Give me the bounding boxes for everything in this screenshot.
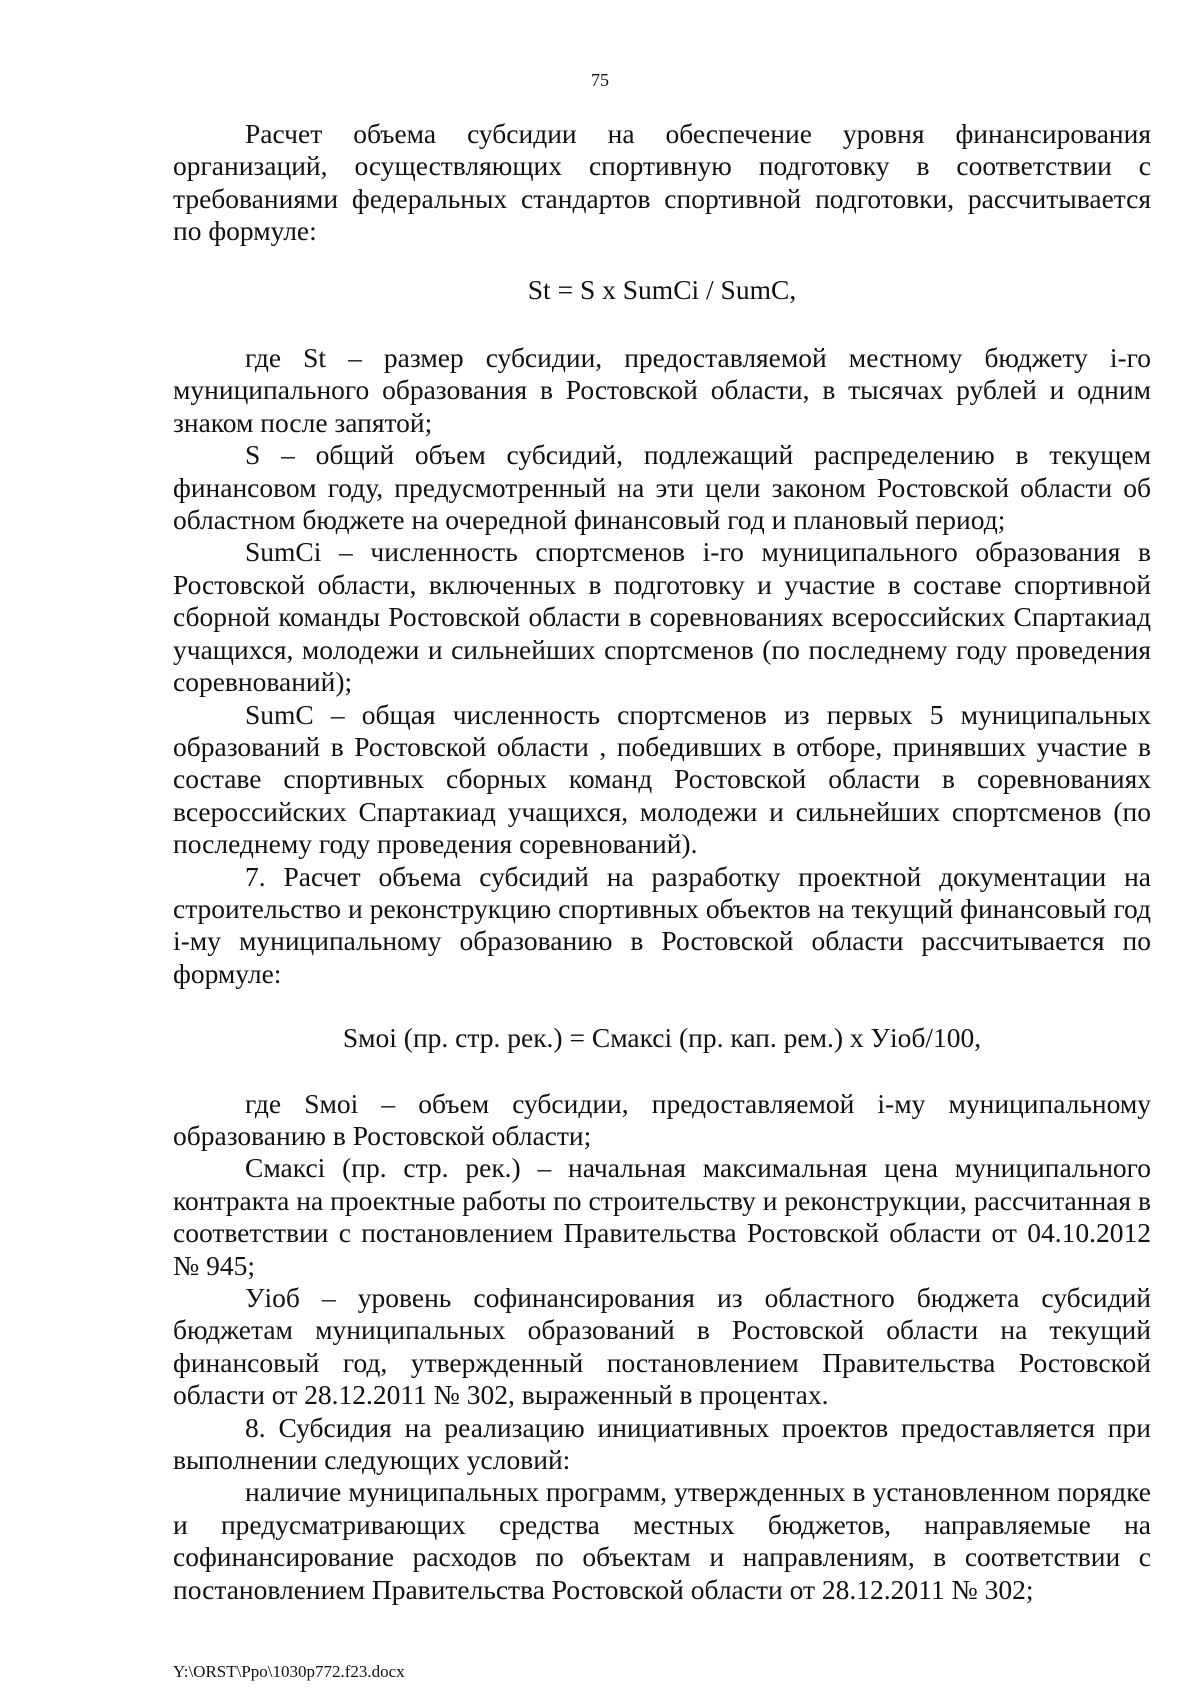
footer-file-path: Y:\ORST\Ppo\1030p772.f23.docx: [173, 1662, 405, 1681]
paragraph-item-8: 8. Субсидия на реализацию инициативных проектов предоставляется при выполнении следующих условий:: [173, 1411, 1151, 1476]
paragraph-s-definition: S – общий объем субсидий, подлежащий распределению в текущем финансовом году, предусмотренный на эти цели законом Ростовской области об областном бюджете на очередной финансовый год и плановый период;: [173, 439, 1151, 536]
paragraph-condition-programs: наличие муниципальных программ, утвержденных в установленном порядке и предусматривающих средства местных бюджетов, направляемые на софинансирование расходов по объектам и направлениям, в соответствии с постановлением Правительства Ростовской области от 28.12.2011 № 302;: [173, 1476, 1151, 1605]
page-number: 75: [591, 70, 609, 90]
formula-st: St = S x SumCi / SumC,: [527, 273, 797, 305]
paragraph-smoi-definition: где Sмоi – объем субсидии, предоставляемой i-му муниципальному образованию в Ростовской области;: [173, 1087, 1151, 1151]
paragraph-sumc-definition: SumC – общая численность спортсменов из первых 5 муниципальных образований в Ростовской области , победивших в отборе, принявших участие в составе спортивных сборных команд Ростовской области в соревнованиях всероссийских Спартакиад учащихся, молодежи и сильнейших спортсменов (по последнему году проведения соревнований).: [173, 698, 1151, 860]
paragraph-subsidy-calculation: Расчет объема субсидии на обеспечение уровня финансирования организаций, осуществляющих спортивную подготовку в соответствии с требованиями федеральных стандартов спортивной подготовки, рассчитывается по формуле:: [173, 118, 1151, 247]
paragraph-st-definition: где St – размер субсидии, предоставляемой местному бюджету i-го муниципального образования в Ростовской области, в тысячах рублей и одним знаком после запятой;: [173, 342, 1151, 438]
paragraph-uiob-definition: Уiоб – уровень софинансирования из областного бюджета субсидий бюджетам муниципальных образований в Ростовской области на текущий финансовый год, утвержденный постановлением Правительства Ростовской области от 28.12.2011 № 302, выраженный в процентах.: [173, 1282, 1151, 1411]
paragraph-cmaksi-definition: Смаксi (пр. стр. рек.) – начальная максимальная цена муниципального контракта на проектные работы по строительству и реконструкции, рассчитанная в соответствии с постановлением Правительства Ростовской области от 04.10.2012 № 945;: [173, 1152, 1151, 1281]
paragraph-sumci-definition: SumCi – численность спортсменов i-го муниципального образования в Ростовской области, включенных в подготовку и участие в составе спортивной сборной команды Ростовской области в соревнованиях всероссийских Спартакиад учащихся, молодежи и сильнейших спортсменов (по последнему году проведения соревнований);: [173, 536, 1151, 698]
paragraph-item-7: 7. Расчет объема субсидий на разработку проектной документации на строительство и реконструкцию спортивных объектов на текущий финансовый год i-му муниципальному образованию в Ростовской области рассчитывается по формуле:: [173, 860, 1151, 989]
formula-smoi: Sмоi (пр. стр. рек.) = Смаксi (пр. кап. рем.) x Уiоб/100,: [342, 1022, 982, 1054]
document-body: [173, 118, 1151, 1606]
